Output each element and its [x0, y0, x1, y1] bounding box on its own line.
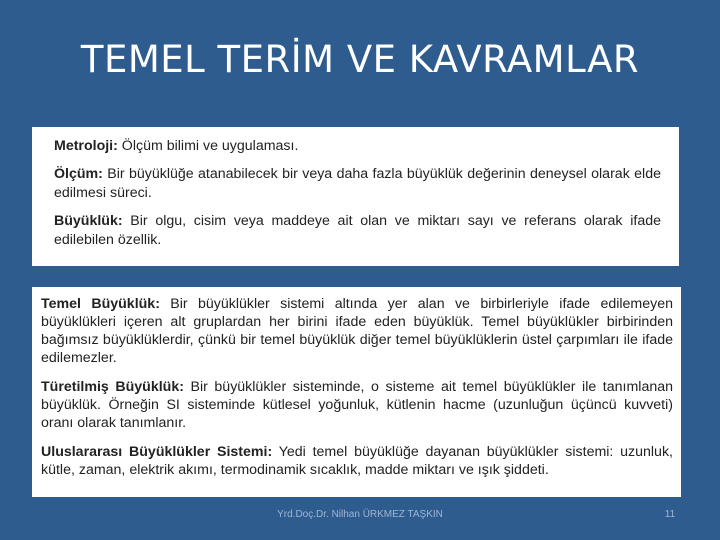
- definition-text: Bir büyüklükler sistemi altında yer alan ve birbirleriyle ifade edilemeyen büyüklükleri içeren alt gruplardan her birini ifade eden büyüklük. Temel büyüklükler birbirinden bağımsız büyüklüklerdir, çünkü bir temel büyüklük diğer temel büyüklüklerin üstel çarpımları ile ifade edilemezler.: [41, 296, 673, 366]
- definition-term: Büyüklük:: [54, 213, 123, 229]
- definition-term: Uluslararası Büyüklükler Sistemi:: [41, 444, 273, 460]
- definition-text: Bir olgu, cisim veya maddeye ait olan ve miktarı sayı ve referans olarak ifade edilebilen özellik.: [54, 213, 661, 248]
- definitions-panel-top: [32, 127, 679, 266]
- definition-text: Bir büyüklüğe atanabilecek bir veya daha fazla büyüklük değerinin deneysel olarak elde edilmesi süreci.: [54, 166, 661, 201]
- definitions-panel-bottom: [32, 287, 681, 497]
- definition-term: Metroloji:: [54, 138, 118, 154]
- definition-text: Bir büyüklükler sisteminde, o sisteme ait temel büyüklükler ile tanımlanan büyüklük. Örneğin SI sisteminde kütlesel yoğunluk, kütlenin hacme (uzunluğun üçüncü kuvveti) oranı olarak tanımlanır.: [41, 379, 674, 431]
- definition-text: Yedi temel büyüklüğe dayanan büyüklükler sistemi: uzunluk, kütle, zaman, elektrik akımı, termodinamik sıcaklık, madde miktarı ve ışık şiddeti.: [41, 444, 673, 478]
- definition-metroloji: [54, 137, 661, 156]
- definition-term: Temel Büyüklük:: [41, 296, 160, 312]
- page-number: 11: [664, 509, 676, 520]
- definition-term: Türetilmiş Büyüklük:: [41, 379, 184, 395]
- definition-olcum: [54, 165, 661, 203]
- definition-buyukluk: [54, 212, 661, 250]
- definition-uluslararasi-sistem: [41, 443, 673, 479]
- footer-author: Yrd.Doç.Dr. Nilhan ÜRKMEZ TAŞKIN: [277, 509, 443, 520]
- slide-title: TEMEL TERİM VE KAVRAMLAR: [80, 38, 640, 81]
- definition-text: Ölçüm bilimi ve uygulaması.: [117, 138, 299, 154]
- definition-turetilmis-buyukluk: [41, 378, 673, 432]
- definition-temel-buyukluk: [41, 295, 673, 367]
- definition-term: Ölçüm:: [54, 166, 103, 182]
